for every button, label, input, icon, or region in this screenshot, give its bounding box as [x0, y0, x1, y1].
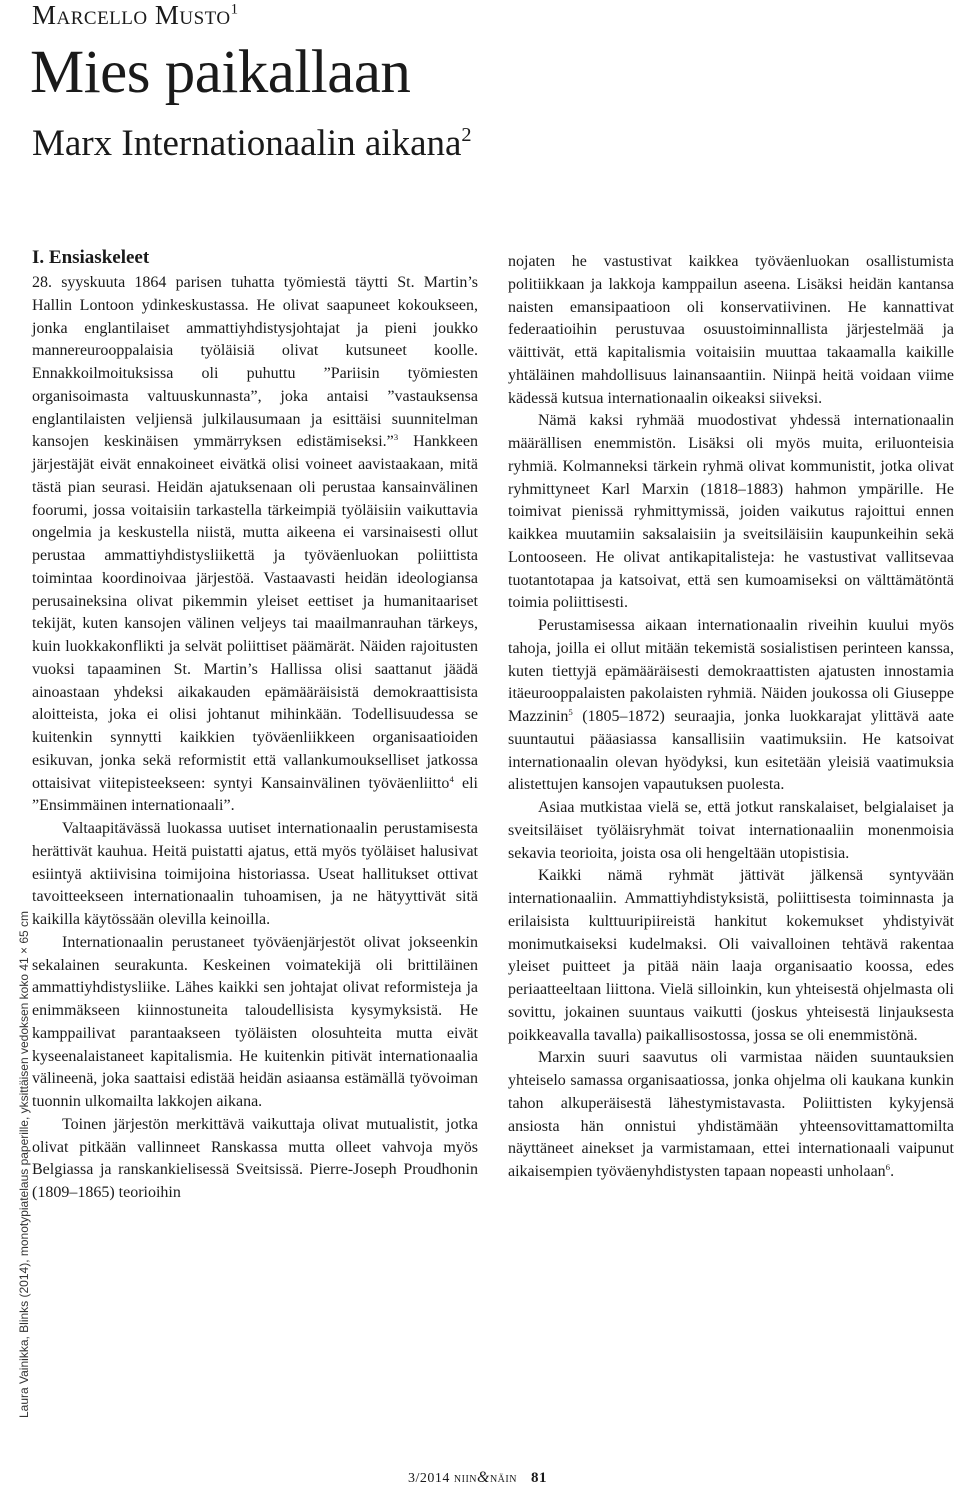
- paragraph: Toinen järjestön merkittävä vaikuttaja olivat mutualistit, jotka olivat pitkään vallinneet Ranskassa mutta olleet vahvoja myös Belgiassa ja ranskankielisessä Sveitsissä. Pierre-Joseph Proudhonin (1809–1865) teorioihin: [32, 1115, 478, 1201]
- paragraph: 28. syyskuuta 1864 parisen tuhatta työmiestä täytti St. Martin’s Hallin Lontoon ydinkeskustassa. He olivat saapuneet kokoukseen, jonka englantilaiset ammattiyhdistysjohtajat ja pieni joukko mannereurooppalaisia työläisiä olivat kutsuneet koolle. Ennakkoilmoituksissa oli puhuttu ”Pariisin työmiesten organisoimasta valtuuskunnasta”, joka antaisi ”vastauksensa englantilaisten veljiensä julkilausumaan ja esittäisi suunnitelman kansojen keskinäisen ymmärryksen edistämiseksi.”$^3$ Hankkeen järjestäjät eivät ennakoineet eivätkä olisi voineet aavistaakaan, mitä tästä pian seurasi. Heidän ajatuksenaan oli perustaa kansainvälinen foorumi, jossa voitaisiin tarkastella tärkeimpiä työläisiin vaikuttavia ongelmia ja keskustella niistä, mutta aikeena ei varsinaisesti ollut perustaa ammattiyhdistysliikettä ja työväenluokan poliittista toimintaa koordinoivaa järjestöä. Vastaavasti heidän ideologiansa perusaineksina olivat pikemmin yleiset eettiset ja humanitaariset tekijät, kuten kansojen välinen veljeys tai maailmanrauhan tärkeys, kuin luokkakonflikti ja selvät poliittiset päämärät. Näiden rajoitusten vuoksi tapaaminen St. Martin’s Hallissa olisi saattanut jäädä ainoastaan yhdeksi aikakauden epämääräisistä demokraattisista aloitteista, joka ei olisi johtanut mihinkään. Todellisuudessa se kuitenkin synnytti kaikkien työväenliikkeen organisaatioiden esikuvan, jonka sekä reformistit että vallankumoukselliset jatkossa ottaisivat viitepisteekseen: syntyi Kansainvälinen työväenliitto$^4$ eli ”Ensimmäinen internationaali”.: [32, 274, 479, 815]
- footnote-ref: 5: [568, 706, 573, 717]
- footnote-ref: 3: [393, 432, 399, 443]
- paragraph: Internationaalin perustaneet työväenjärjestöt olivat jokseenkin sekalainen seurakunta. Keskeinen voimatekijä oli brittiläinen ammattiyhdistysliike. Lähes kaikki sen johtajat olivat reformisteja ja enimmäkseen kiinnostuneita taloudellisista kysymyksistä. He kamppailivat parantaakseen työläisten olosuhteita mutta eivät kyseenalaistaneet kapitalismia. He kuitenkin pitivät internationaalia välineenä, joka saattaisi edistää heidän asiaansa estämällä työvoiman tuonnin ulkomailta lakkojen aikana.: [32, 933, 478, 1110]
- paragraph: Asiaa mutkistaa vielä se, että jotkut ranskalaiset, belgialaiset ja sveitsiläiset työläisryhmät toivat internationaaliin monenmoisia sekavia teorioita, joista osa oli hengeltään utopistisia.: [508, 799, 954, 862]
- left-column: [32, 246, 478, 1205]
- author-name: [32, 0, 239, 31]
- paragraph: Perustamisessa aikaan internationaalin riveihin kuului myös tahoja, joilla ei ollut mitään tekemistä sosialistisen perinteen kanssa, kuten tiettyjä epämääräisesti demokraattisten ajatusten innostamia itäeurooppalaisten pakolaisten ryhmiä. Näiden joukossa oli Giuseppe Mazzinin$^5$ (1805–1872) seuraajia, jonka luokkarajat ylittävä aate suuntautui pääasiassa kansallisiin vaatimuksiin. He katsoivat internationaalin olevan hyödyksi, kun esitetään yleisiä vaatimuksia alistettujen kansojen vapautuksen puolesta.: [508, 617, 954, 794]
- section-heading: I. Ensiaskeleet: [32, 247, 150, 268]
- footnote-ref: 4: [449, 773, 454, 784]
- paragraph: Marxin suuri saavutus oli varmistaa näiden suuntauksien yhteiselo samassa organisaatiossa, jonka ohjelma oli kaukana kunkin tahon alkuperäisestä lähestymistavasta. Poliittisten kykyjensä ansiosta hän onnistui yhdistämään yhteensovittamattomilta näyttäneet ainekset ja varmistamaan, ettei internationaali vaipunut aikaisempien työväenyhdistysten tapaan nopeasti unholaan$^6$.: [508, 1049, 954, 1180]
- author-footnote-ref: 1: [230, 1, 239, 18]
- subtitle-text: Marx Internationaalin aikana: [32, 123, 462, 164]
- right-column: [508, 251, 954, 1184]
- paragraph: Valtaapitävässä luokassa uutiset internationaalin perustamisesta herättivät kauhua. Heitä puistatti ajatus, että myös työläiset halusivat esiintyä aktiivisina toimijoina historiassa. Useat hallitukset ottivat tavoitteekseen internationaalin tuhoamisen, ja ne hätyyttivät sitä kaikilla käytössään olevilla keinoilla.: [32, 820, 478, 928]
- issue-number: 3/2014: [408, 1471, 450, 1486]
- magazine-name: niin&näin: [453, 1469, 517, 1486]
- article-title: Mies paikallaan: [30, 39, 411, 106]
- page-number: 81: [530, 1470, 547, 1486]
- paragraph: nojaten he vastustivat kaikkea työväenluokan osallistumista politiikkaan ja lakkoja kamppailun aseena. Lisäksi heidän kantansa naisten emansipaatioon oli konservatiivinen. He kannattivat federaatioihin perustuvaa osuustoiminnallista järjestelmää ja väittivät, että kapitalismia voitaisiin muuttaa takaamalla kaikille yhtäläinen mahdollisuus lainansaantiin. Niinpä heitä voidaan viime kädessä kutsua internationaalin oikeaksi siiveksi.: [508, 253, 954, 407]
- paragraph: Nämä kaksi ryhmää muodostivat yhdessä internationaalin määrällisen enemmistön. Lisäksi oli myös muita, eriluonteisia ryhmiä. Kolmanneksi tärkein ryhmä olivat kommunistit, jotka olivat ryhmittyneet Karl Marxin (1818–1883) hahmon ympärille. He toimivat pienissä ryhmittymissä, joiden vaikutus rajoittui ennen kaikkea muutamiin saksalaisiin ja sveitsiläisiin kaupunkeihin sekä Lontooseen. He olivat antikapitalisteja: he vastustivat vallitsevaa tuotantotapaa ja katsoivat, että sen kumoamiseksi on välttämätöntä toimia poliittisesti.: [508, 412, 954, 612]
- subtitle-footnote-ref: 2: [461, 123, 472, 146]
- paragraph: Kaikki nämä ryhmät jättivät jälkensä syntyvään internationaaliin. Ammattiyhdistyksistä, poliittisesta toiminnasta ja erilaisista kulttuuripiireistä hankitut kokemukset yhdistyivät monimutkaiseksi kudelmaksi. Oli vaivalloinen tehtävä rakentaa yleiset puitteet ja pitää näin laaja organisaatio koossa, edes periaatteeltaan liittona. Vielä silloinkin, kun yhteisestä ohjelmasta oli sovittu, jokainen suuntaus vaikutti (joskus yhteisestä linjauksesta poikkeavalla tavalla) paikallisostossa, jossa se oli enemmistönä.: [508, 867, 954, 1044]
- footnote-ref: 6: [885, 1161, 891, 1172]
- article-subtitle: [32, 122, 472, 166]
- author-text: Marcello Musto: [32, 0, 231, 30]
- page-footer: [408, 1469, 547, 1487]
- image-credit-caption: Laura Vainikka, Blinks (2014), monotypiatelaus paperille, yksittäisen vedoksen koko 41 × 65 cm: [17, 910, 31, 1418]
